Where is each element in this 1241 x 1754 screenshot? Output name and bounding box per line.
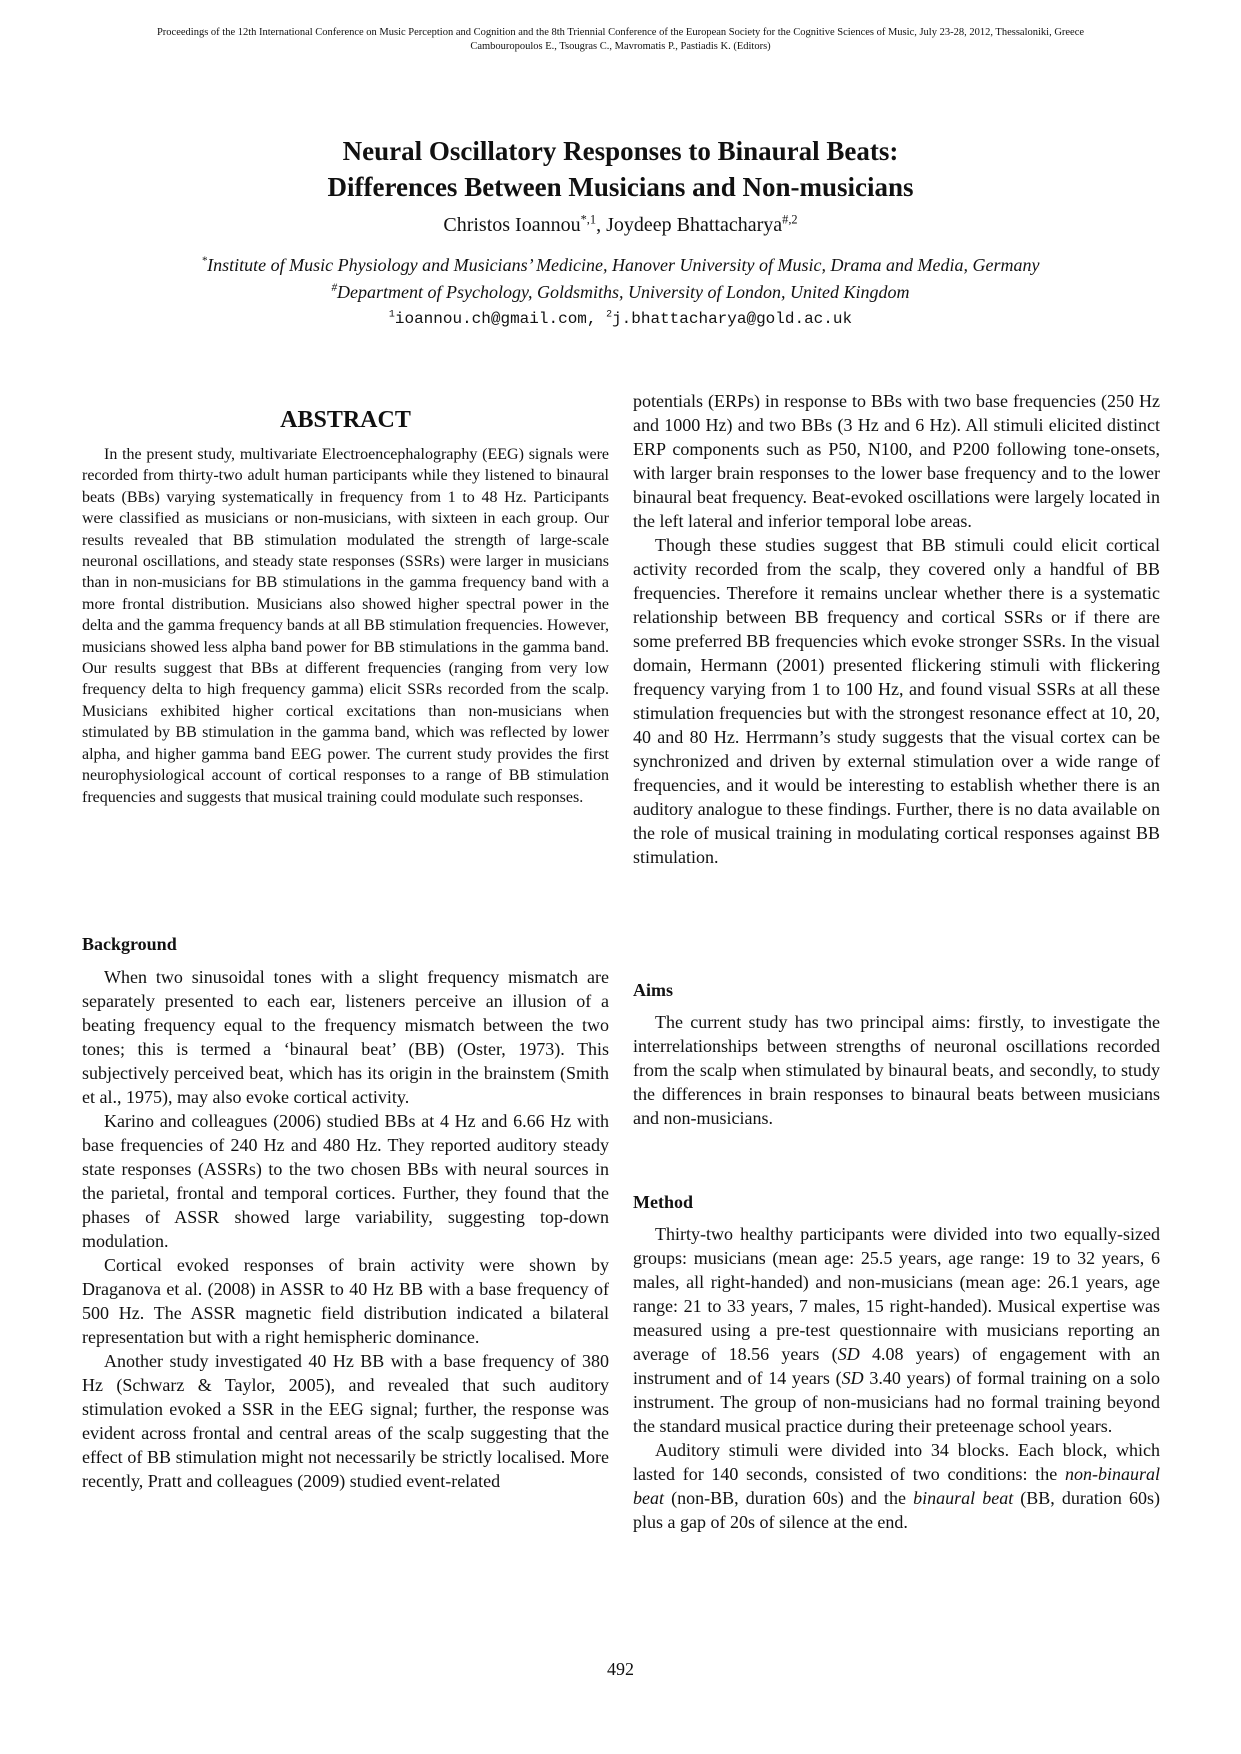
affiliation-1-mark: * <box>201 255 208 267</box>
method-heading: Method <box>633 1192 693 1212</box>
background-paragraph-6: Though these studies suggest that BB stimuli could elicit cortical activity recorded from the scalp, they covered only a handful of BB frequencies. Therefore it remains unclear whether there is a systematic relationship between BB frequency and cortical SSRs or if there are some preferred BB frequencies which evoke stronger SSRs. In the visual domain, Hermann (2001) presented flickering stimuli with flickering frequency varying from 1 to 100 Hz, and found visual SSRs at all these stimulation frequencies but with the strongest resonance effect at 10, 20, 40 and 80 Hz. Herrmann’s study suggests that the visual cortex can be synchronized and driven by external stimulation over a wide range of frequencies, and it would be interesting to establish whether there is an auditory analogue to these findings. Further, there is no data available on the role of musical training in modulating cortical responses against BB stimulation. <box>633 535 1160 867</box>
title-line-1: Neural Oscillatory Responses to Binaural Beats: <box>342 136 899 166</box>
background-paragraph-4: Another study investigated 40 Hz BB with a base frequency of 380 Hz (Schwarz & Taylor, 2005), and revealed that such auditory stimulation evoked a SSR in the EEG signal; further, the response was evident across frontal and central areas of the scalp suggesting that the effect of BB stimulation might not necessarily be strictly localised. More recently, Pratt and colleagues (2009) studied event-related <box>82 1351 609 1491</box>
background-section <box>82 965 609 1493</box>
abstract-body <box>82 444 609 808</box>
author-separator: , <box>596 214 607 236</box>
author-emails <box>0 310 1241 328</box>
page-number: 492 <box>607 1659 634 1679</box>
abstract-heading: ABSTRACT <box>280 407 411 433</box>
method-p2-part-a: Auditory stimuli were divided into 34 blocks. Each block, which lasted for 140 seconds, consisted of two conditions: the <box>633 1440 1160 1484</box>
method-p1-part-a: Thirty-two healthy participants were divided into two equally-sized groups: musicians (mean age: 25.5 years, age range: 19 to 32 years, 6 males, all right-handed) and non-musicians (mean age: 26.1 years, age range: 21 to 33 years, 7 males, 15 right-handed). Musical expertise was measured using a pre-test questionnaire with musicians reporting an average of 18.56 years ( <box>633 1224 1160 1364</box>
author-1: Christos Ioannou <box>443 214 581 236</box>
affiliation-1-text: Institute of Music Physiology and Musicians’ Medicine, Hanover University of Music, Drama and Media, Germany <box>207 255 1040 275</box>
paper-title <box>0 133 1241 205</box>
aims-section <box>633 1010 1160 1130</box>
non-binaural-beat-term: non-binaural beat <box>633 1464 1160 1508</box>
title-line-2: Differences Between Musicians and Non-musicians <box>327 172 914 202</box>
method-p1-part-c: 3.40 years) of formal training on a solo instrument. The group of non-musicians had no formal training beyond the standard musical practice during their preteenage school years. <box>633 1368 1160 1436</box>
sd-label: SD <box>841 1368 864 1388</box>
author-list <box>0 214 1241 237</box>
binaural-beat-term: binaural beat <box>913 1488 1014 1508</box>
email-2-mark: 2 <box>606 308 613 320</box>
background-continued <box>633 389 1160 869</box>
header-line-1: Proceedings of the 12th International Conference on Music Perception and Cognition and the 8th Triennial Conference of the European Society for the Cognitive Sciences of Music, July 23-28, 2012, Thessaloniki, Greece <box>156 27 1085 38</box>
affiliation-2-mark: # <box>331 282 338 294</box>
background-paragraph-2: Karino and colleagues (2006) studied BBs at 4 Hz and 6.66 Hz with base frequencies of 240 Hz and 480 Hz. They reported auditory steady state responses (ASSRs) to the two chosen BBs with neural sources in the parietal, frontal and temporal cortices. Further, they found that the phases of ASSR showed large variability, suggesting top-down modulation. <box>82 1111 609 1251</box>
email-2: j.bhattacharya@gold.ac.uk <box>612 310 853 328</box>
background-paragraph-3: Cortical evoked responses of brain activity were shown by Draganova et al. (2008) in ASSR to 40 Hz BB with a base frequency of 500 Hz. The ASSR magnetic field distribution indicated a bilateral representation but with a right hemispheric dominance. <box>82 1255 609 1347</box>
abstract-text: In the present study, multivariate Electroencephalography (EEG) signals were recorded from thirty-two adult human participants while they listened to binaural beats (BBs) varying systematically in frequency from 1 to 48 Hz. Participants were classified as musicians or non-musicians, with sixteen in each group. Our results revealed that BB stimulation modulated the strength of large-scale neuronal oscillations, and steady state responses (SSRs) were larger in musicians than in non-musicians for BB stimulations in the gamma frequency band with a more frontal distribution. Musicians also showed higher spectral power in the delta and the gamma frequency bands at all BB stimulation frequencies. However, musicians showed less alpha band power for BB stimulations in the gamma band. Our results suggest that BBs at different frequencies (ranging from very low frequency delta to high frequency gamma) elicit SSRs recorded from the scalp. Musicians exhibited higher cortical excitations than non-musicians when stimulated by BB stimulation in the gamma band, which was reflected by lower alpha, and higher gamma band EEG power. The current study provides the first neurophysiological account of cortical responses to a range of BB stimulation frequencies and suggests that musical training could modulate such responses. <box>82 446 609 806</box>
affiliation-2 <box>0 282 1241 303</box>
background-paragraph-1: When two sinusoidal tones with a slight frequency mismatch are separately presented to each ear, listeners perceive an illusion of a beating frequency equal to the frequency mismatch between the two tones; this is termed a ‘binaural beat’ (BB) (Oster, 1973). This subjectively perceived beat, which has its origin in the brainstem (Smith et al., 1975), may also evoke cortical activity. <box>82 967 609 1107</box>
affiliation-1 <box>0 255 1241 276</box>
method-section <box>633 1222 1160 1534</box>
background-paragraph-5: potentials (ERPs) in response to BBs with two base frequencies (250 Hz and 1000 Hz) and two BBs (3 Hz and 6 Hz). All stimuli elicited distinct ERP components such as P50, N100, and P200 following tone-onsets, with larger brain responses to the lower base frequency and to the lower binaural beat frequency. Beat-evoked oscillations were largely located in the left lateral and inferior temporal lobe areas. <box>633 391 1160 531</box>
background-heading: Background <box>82 934 177 954</box>
method-paragraph-1 <box>633 1222 1160 1438</box>
method-p2-part-c: (BB, duration 60s) plus a gap of 20s of silence at the end. <box>633 1488 1161 1532</box>
aims-paragraph-1: The current study has two principal aims: firstly, to investigate the interrelationships between strengths of neuronal oscillations recorded from the scalp when stimulated by binaural beats, and secondly, to study the differences in brain responses to binaural beats between musicians and non-musicians. <box>633 1012 1160 1128</box>
header-line-2: Cambouropoulos E., Tsougras C., Mavromatis P., Pastiadis K. (Editors) <box>470 41 771 52</box>
author-2-mark: #,2 <box>782 212 798 227</box>
email-1-mark: 1 <box>388 308 395 320</box>
author-1-mark: *,1 <box>580 212 597 227</box>
author-2: Joydeep Bhattacharya <box>606 214 783 236</box>
affiliation-2-text: Department of Psychology, Goldsmiths, University of London, United Kingdom <box>337 282 910 302</box>
method-p2-part-b: (non-BB, duration 60s) and the <box>664 1488 914 1508</box>
aims-heading: Aims <box>633 980 673 1000</box>
sd-label: SD <box>837 1344 860 1364</box>
email-1: ioannou.ch@gmail.com, <box>394 310 607 328</box>
proceedings-header <box>40 26 1201 54</box>
method-p1-part-b: 4.08 years) of engagement with an instrument and of 14 years ( <box>633 1344 1160 1388</box>
method-paragraph-2 <box>633 1438 1160 1534</box>
